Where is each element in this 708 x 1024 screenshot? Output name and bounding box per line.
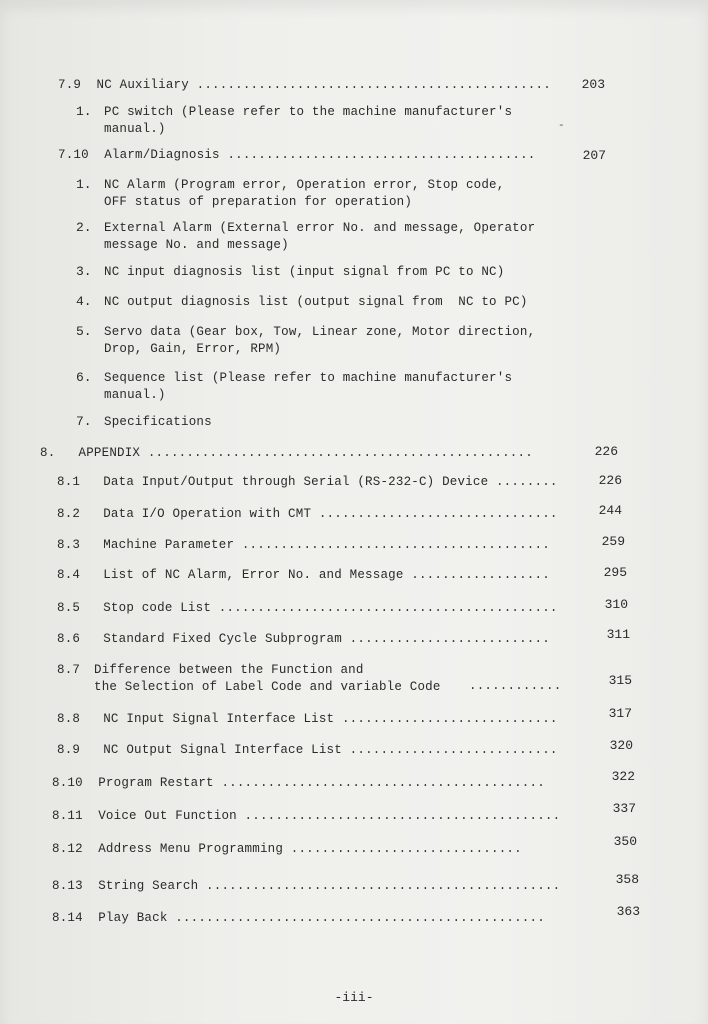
page-number: 311 [606, 627, 630, 642]
section-number: 8.9 [57, 743, 81, 757]
page-number: 259 [601, 534, 625, 549]
item-number: 2. [76, 220, 92, 235]
toc-entry-8-3 [57, 538, 550, 552]
toc-entry-8-4 [57, 568, 550, 582]
item-text: Specifications [104, 415, 212, 429]
section-number: 8.4 [57, 568, 81, 582]
section-title: NC Output Signal Interface List [103, 743, 342, 757]
section-title: List of NC Alarm, Error No. and Message [103, 568, 404, 582]
page-number: 203 [581, 77, 605, 92]
section-number: 8.12 [52, 842, 83, 856]
stray-mark: - [558, 120, 565, 132]
leader-dots: ........................... [349, 743, 558, 757]
item-number: 1. [76, 177, 92, 192]
section-title: String Search [98, 879, 199, 893]
toc-entry-8-8 [57, 712, 558, 726]
leader-dots: .................. [411, 568, 550, 582]
toc-entry-8-12 [52, 842, 522, 856]
page-number: 358 [615, 872, 639, 887]
section-title: Voice Out Function [98, 809, 237, 823]
section-title: Data Input/Output through Serial (RS-232-C) Device [103, 475, 489, 489]
section-title: Alarm/Diagnosis [104, 148, 220, 162]
toc-entry-8-13 [52, 879, 560, 893]
leader-dots: ........................................ [227, 148, 536, 162]
section-number: 8.6 [57, 632, 81, 646]
page-number: 350 [613, 834, 637, 849]
leader-dots: ............ [469, 679, 562, 693]
toc-entry-8-9 [57, 743, 558, 757]
leader-dots: ........................................ [241, 538, 550, 552]
section-number: 8.7 [57, 663, 81, 677]
leader-dots: ........ [495, 475, 558, 489]
section-number: 8.1 [57, 475, 81, 489]
section-number: 8.14 [52, 911, 83, 925]
leader-dots: ................................................ [175, 911, 545, 925]
section-title: Machine Parameter [103, 538, 235, 552]
item-text: NC input diagnosis list (input signal from PC to NC) [104, 265, 505, 279]
toc-entry-8-5 [57, 601, 558, 615]
item-text: NC output diagnosis list (output signal from NC to PC) [104, 295, 528, 309]
page-number: 322 [611, 769, 635, 784]
section-number: 8.10 [52, 776, 83, 790]
section-number: 8.11 [52, 809, 83, 823]
toc-entry-8-2 [57, 507, 558, 521]
toc-entry-7-10 [58, 148, 536, 162]
page-number: 244 [598, 503, 622, 518]
toc-entry-8-14 [52, 911, 545, 925]
page-number: 207 [582, 148, 606, 163]
section-number: 8.3 [57, 538, 81, 552]
section-title: Stop code List [103, 601, 212, 615]
page-footer: -iii- [334, 990, 374, 1005]
section-number: 8. [40, 446, 56, 460]
item-text: Servo data (Gear box, Tow, Linear zone, Motor direction, Drop, Gain, Error, RPM) [104, 325, 536, 356]
section-title: NC Auxiliary [96, 78, 189, 92]
section-number: 8.13 [52, 879, 83, 893]
toc-entry-8-7-title: Difference between the Function and the Selection of Label Code and variable Code [94, 663, 441, 694]
section-title: Play Back [98, 911, 168, 925]
section-number: 7.10 [58, 148, 89, 162]
toc-entry-8-11 [52, 809, 560, 823]
item-text: NC Alarm (Program error, Operation error, Stop code, OFF status of preparation for operation) [104, 178, 505, 209]
leader-dots: .............................. [290, 842, 522, 856]
section-title: APPENDIX [78, 446, 141, 460]
page-number: 226 [598, 473, 622, 488]
section-number: 8.8 [57, 712, 81, 726]
item-number: 4. [76, 294, 92, 309]
page-number: 317 [608, 706, 632, 721]
section-title: NC Input Signal Interface List [103, 712, 335, 726]
section-title: Data I/O Operation with CMT [103, 507, 312, 521]
page-number: 315 [608, 673, 632, 688]
section-title: Standard Fixed Cycle Subprogram [103, 632, 342, 646]
item-text: PC switch (Please refer to the machine manufacturer's manual.) [104, 105, 513, 136]
item-number: 7. [76, 414, 92, 429]
toc-entry-8-6 [57, 632, 550, 646]
toc-entry-8-1 [57, 475, 558, 489]
page-number: 363 [616, 904, 640, 919]
leader-dots: ......................................... [244, 809, 561, 823]
page-number: 337 [612, 801, 636, 816]
item-number: 5. [76, 324, 92, 339]
section-number: 8.5 [57, 601, 81, 615]
section-number: 8.2 [57, 507, 81, 521]
page-number: 295 [603, 565, 627, 580]
section-title: Address Menu Programming [98, 842, 284, 856]
item-number: 3. [76, 264, 92, 279]
leader-dots: .............................................. [196, 78, 551, 92]
section-title: Program Restart [98, 776, 214, 790]
item-text: Sequence list (Please refer to machine manufacturer's manual.) [104, 371, 513, 402]
page-number: 226 [594, 444, 618, 459]
toc-entry-8-10 [52, 776, 545, 790]
item-number: 1. [76, 104, 92, 119]
leader-dots: .......................... [349, 632, 550, 646]
page-number: 310 [604, 597, 628, 612]
section-number: 7.9 [58, 78, 82, 92]
toc-entry-8-7-number [57, 663, 80, 677]
page-number: 320 [609, 738, 633, 753]
item-text: External Alarm (External error No. and message, Operator message No. and message) [104, 221, 536, 252]
leader-dots: ............................................ [218, 601, 558, 615]
toc-entry-7-9 [58, 78, 551, 92]
item-number: 6. [76, 370, 92, 385]
leader-dots: .............................................. [206, 879, 561, 893]
leader-dots: .................................................. [147, 446, 533, 460]
leader-dots: .......................................... [221, 776, 545, 790]
leader-dots: ............................ [341, 712, 558, 726]
leader-dots: ............................... [318, 507, 558, 521]
toc-entry-8 [40, 446, 533, 460]
